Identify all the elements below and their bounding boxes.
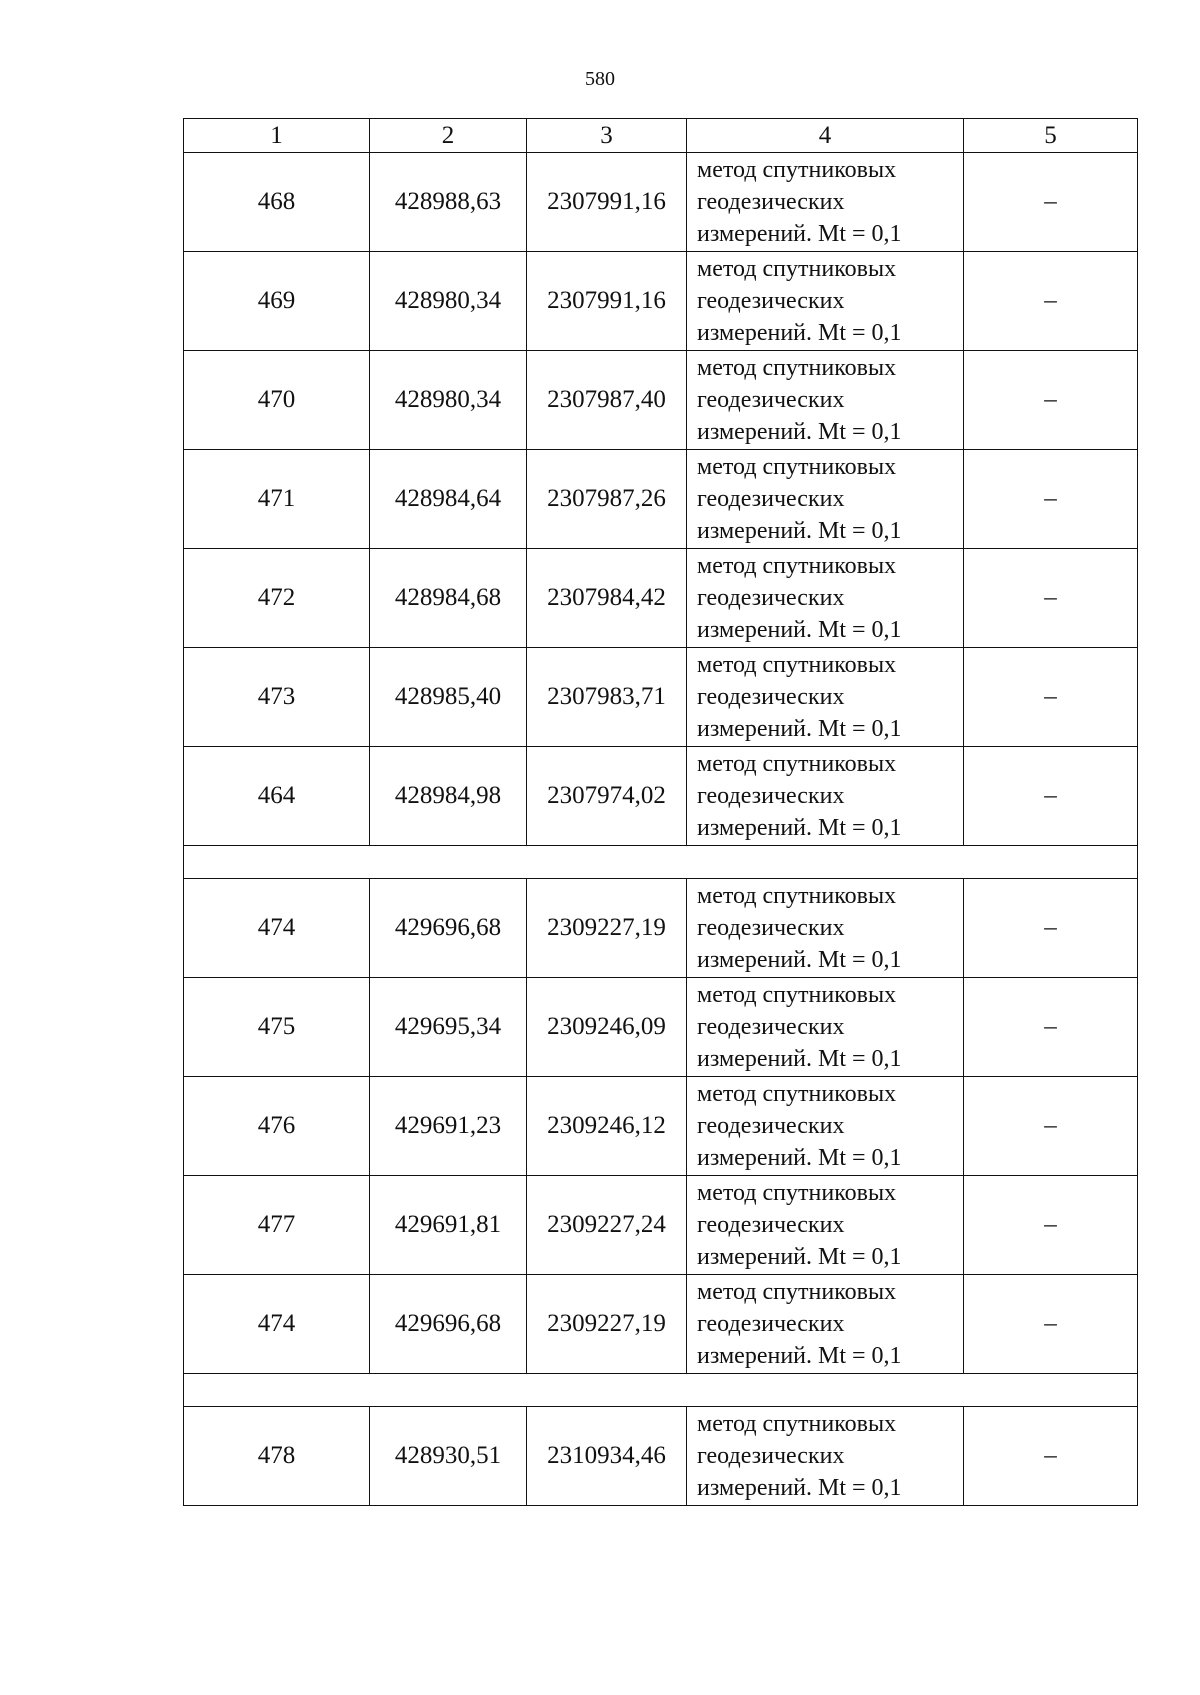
method-cell [687, 153, 964, 252]
method-line-3: измерений. Mt = 0,1 [697, 419, 902, 445]
table-row [184, 1077, 1138, 1176]
method-line-3: измерений. Mt = 0,1 [697, 1475, 902, 1501]
method-line-2: геодезических [697, 1113, 845, 1139]
table-row [184, 1407, 1138, 1506]
method-line-1: метод спутниковых [697, 157, 897, 183]
column-header-4: 4 [687, 119, 964, 153]
method-cell [687, 1176, 964, 1275]
y-coordinate-cell: 2309227,24 [527, 1176, 687, 1275]
x-coordinate-cell: 428980,34 [370, 351, 527, 450]
note-cell: – [964, 747, 1138, 846]
table-row [184, 1275, 1138, 1374]
method-line-3: измерений. Mt = 0,1 [697, 518, 902, 544]
point-number-cell: 470 [184, 351, 370, 450]
method-line-3: измерений. Mt = 0,1 [697, 1145, 902, 1171]
method-cell [687, 1077, 964, 1176]
point-number-cell: 474 [184, 1275, 370, 1374]
separator-cell [184, 846, 1138, 879]
column-header-2: 2 [370, 119, 527, 153]
x-coordinate-cell: 428985,40 [370, 648, 527, 747]
table-row [184, 549, 1138, 648]
note-cell: – [964, 351, 1138, 450]
method-line-2: геодезических [697, 783, 845, 809]
x-coordinate-cell: 428984,68 [370, 549, 527, 648]
method-line-1: метод спутниковых [697, 1411, 897, 1437]
method-line-1: метод спутниковых [697, 751, 897, 777]
method-line-2: геодезических [697, 585, 845, 611]
method-cell [687, 648, 964, 747]
method-cell [687, 879, 964, 978]
method-line-2: геодезических [697, 486, 845, 512]
method-line-3: измерений. Mt = 0,1 [697, 947, 902, 973]
method-line-1: метод спутниковых [697, 355, 897, 381]
method-cell [687, 351, 964, 450]
method-line-3: измерений. Mt = 0,1 [697, 1046, 902, 1072]
note-cell: – [964, 1176, 1138, 1275]
y-coordinate-cell: 2307987,40 [527, 351, 687, 450]
method-line-1: метод спутниковых [697, 652, 897, 678]
y-coordinate-cell: 2307974,02 [527, 747, 687, 846]
method-line-1: метод спутниковых [697, 256, 897, 282]
method-line-2: геодезических [697, 915, 845, 941]
method-cell [687, 978, 964, 1077]
note-cell: – [964, 648, 1138, 747]
method-cell [687, 1275, 964, 1374]
method-line-1: метод спутниковых [697, 982, 897, 1008]
method-line-3: измерений. Mt = 0,1 [697, 815, 902, 841]
y-coordinate-cell: 2307984,42 [527, 549, 687, 648]
method-line-2: геодезических [697, 288, 845, 314]
method-line-2: геодезических [697, 684, 845, 710]
table-row [184, 153, 1138, 252]
point-number-cell: 472 [184, 549, 370, 648]
method-line-2: геодезических [697, 189, 845, 215]
y-coordinate-cell: 2307983,71 [527, 648, 687, 747]
note-cell: – [964, 549, 1138, 648]
column-header-3: 3 [527, 119, 687, 153]
x-coordinate-cell: 428930,51 [370, 1407, 527, 1506]
x-coordinate-cell: 428988,63 [370, 153, 527, 252]
y-coordinate-cell: 2310934,46 [527, 1407, 687, 1506]
method-line-3: измерений. Mt = 0,1 [697, 1244, 902, 1270]
method-line-1: метод спутниковых [697, 553, 897, 579]
note-cell: – [964, 153, 1138, 252]
table-row [184, 978, 1138, 1077]
point-number-cell: 474 [184, 879, 370, 978]
note-cell: – [964, 978, 1138, 1077]
y-coordinate-cell: 2307987,26 [527, 450, 687, 549]
table-row [184, 450, 1138, 549]
point-number-cell: 477 [184, 1176, 370, 1275]
table-row [184, 879, 1138, 978]
method-line-3: измерений. Mt = 0,1 [697, 221, 902, 247]
point-number-cell: 478 [184, 1407, 370, 1506]
note-cell: – [964, 1275, 1138, 1374]
y-coordinate-cell: 2309227,19 [527, 879, 687, 978]
y-coordinate-cell: 2309246,12 [527, 1077, 687, 1176]
method-line-2: геодезических [697, 387, 845, 413]
group-separator-row [184, 846, 1138, 879]
method-line-1: метод спутниковых [697, 1081, 897, 1107]
group-separator-row [184, 1374, 1138, 1407]
point-number-cell: 468 [184, 153, 370, 252]
point-number-cell: 469 [184, 252, 370, 351]
note-cell: – [964, 1407, 1138, 1506]
table-body [184, 153, 1138, 1506]
note-cell: – [964, 879, 1138, 978]
y-coordinate-cell: 2307991,16 [527, 153, 687, 252]
x-coordinate-cell: 429695,34 [370, 978, 527, 1077]
x-coordinate-cell: 429696,68 [370, 1275, 527, 1374]
table-row [184, 747, 1138, 846]
y-coordinate-cell: 2307991,16 [527, 252, 687, 351]
x-coordinate-cell: 429691,81 [370, 1176, 527, 1275]
method-cell [687, 450, 964, 549]
x-coordinate-cell: 428980,34 [370, 252, 527, 351]
method-line-2: геодезических [697, 1311, 845, 1337]
page-number: 580 [585, 68, 615, 90]
method-line-2: геодезических [697, 1014, 845, 1040]
table-row [184, 351, 1138, 450]
method-cell [687, 252, 964, 351]
method-line-1: метод спутниковых [697, 1180, 897, 1206]
method-line-1: метод спутниковых [697, 454, 897, 480]
point-number-cell: 476 [184, 1077, 370, 1176]
point-number-cell: 471 [184, 450, 370, 549]
method-line-2: геодезических [697, 1443, 845, 1469]
y-coordinate-cell: 2309227,19 [527, 1275, 687, 1374]
method-line-3: измерений. Mt = 0,1 [697, 617, 902, 643]
point-number-cell: 475 [184, 978, 370, 1077]
note-cell: – [964, 252, 1138, 351]
separator-cell [184, 1374, 1138, 1407]
method-cell [687, 549, 964, 648]
method-line-2: геодезических [697, 1212, 845, 1238]
x-coordinate-cell: 428984,98 [370, 747, 527, 846]
table-row [184, 252, 1138, 351]
method-cell [687, 747, 964, 846]
x-coordinate-cell: 429691,23 [370, 1077, 527, 1176]
method-line-3: измерений. Mt = 0,1 [697, 716, 902, 742]
note-cell: – [964, 450, 1138, 549]
method-line-3: измерений. Mt = 0,1 [697, 1343, 902, 1369]
column-header-5: 5 [964, 119, 1138, 153]
method-line-1: метод спутниковых [697, 1279, 897, 1305]
header-row [184, 119, 1138, 153]
table-row [184, 648, 1138, 747]
point-number-cell: 464 [184, 747, 370, 846]
x-coordinate-cell: 428984,64 [370, 450, 527, 549]
method-line-3: измерений. Mt = 0,1 [697, 320, 902, 346]
method-cell [687, 1407, 964, 1506]
point-number-cell: 473 [184, 648, 370, 747]
table-row [184, 1176, 1138, 1275]
note-cell: – [964, 1077, 1138, 1176]
column-header-1: 1 [184, 119, 370, 153]
y-coordinate-cell: 2309246,09 [527, 978, 687, 1077]
coordinates-table [183, 118, 1138, 1506]
method-line-1: метод спутниковых [697, 883, 897, 909]
x-coordinate-cell: 429696,68 [370, 879, 527, 978]
